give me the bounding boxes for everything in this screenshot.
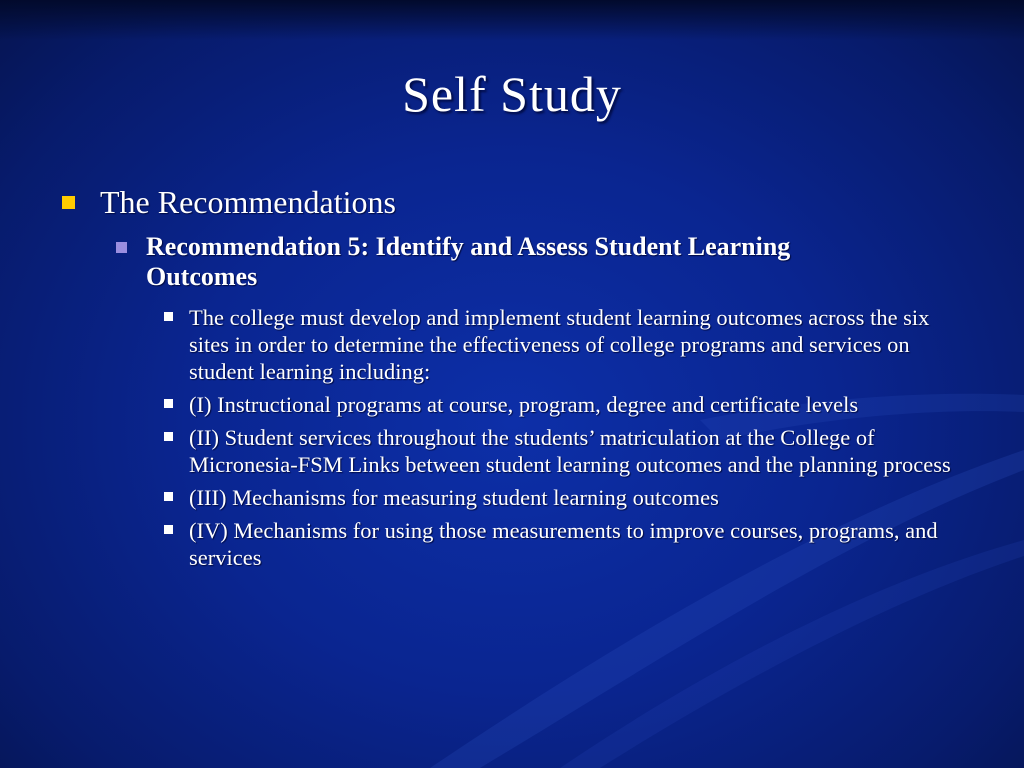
square-bullet-icon [62, 196, 75, 209]
bullet-level-2-text: Recommendation 5: Identify and Assess Student Learning Outcomes [146, 232, 791, 291]
list-item [164, 391, 964, 418]
list-item-text: (III) Mechanisms for measuring student learning outcomes [189, 485, 719, 510]
list-item [164, 424, 964, 478]
list-item-text: (IV) Mechanisms for using those measurements to improve courses, programs, and services [189, 518, 938, 570]
square-bullet-icon [116, 242, 127, 253]
square-bullet-icon [164, 492, 173, 501]
list-item [164, 484, 964, 511]
bullet-level-1-text: The Recommendations [100, 184, 396, 220]
list-item [164, 517, 964, 571]
list-item [164, 304, 964, 385]
list-item-text: (I) Instructional programs at course, program, degree and certificate levels [189, 392, 859, 417]
square-bullet-icon [164, 432, 173, 441]
slide-title: Self Study [402, 66, 622, 122]
square-bullet-icon [164, 525, 173, 534]
list-item-text: The college must develop and implement student learning outcomes across the six sites in order to determine the effectiveness of college programs and services on student learning including: [189, 305, 930, 384]
square-bullet-icon [164, 312, 173, 321]
square-bullet-icon [164, 399, 173, 408]
list-item-text: (II) Student services throughout the students’ matriculation at the College of Micronesia-FSM Links between student learning outcomes and the planning process [189, 425, 951, 477]
bullet-level-3-list [164, 304, 964, 577]
